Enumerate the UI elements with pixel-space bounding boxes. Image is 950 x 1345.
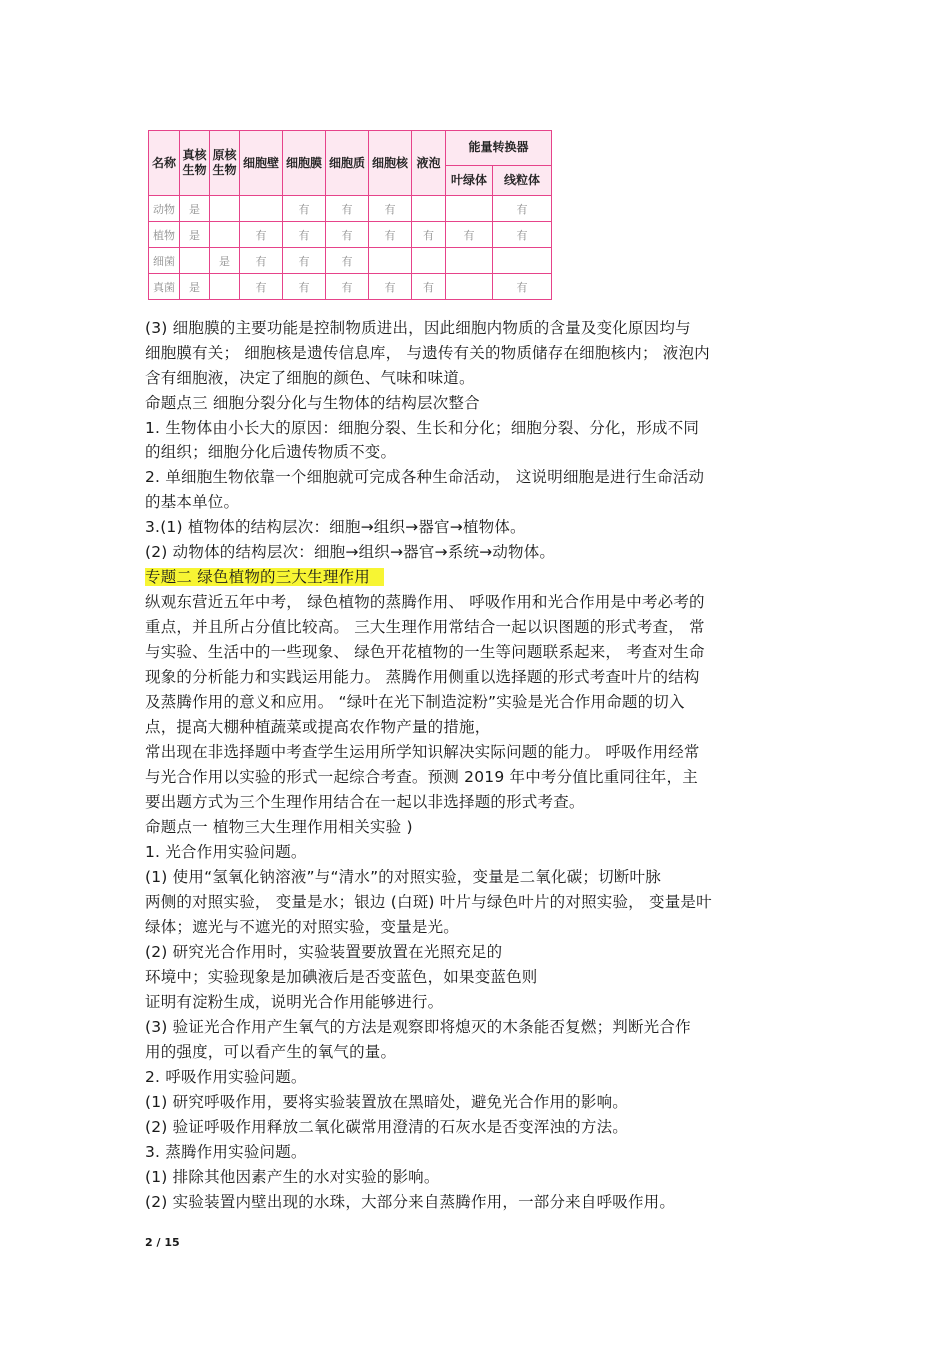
cell-nucleus: 有 — [369, 222, 412, 248]
cell-vacuole — [412, 248, 446, 274]
cell-cell-wall: 有 — [240, 222, 283, 248]
cell-cytoplasm: 有 — [326, 222, 369, 248]
cell-eukaryote: 是 — [180, 196, 210, 222]
text-line: 1. 生物体由小长大的原因：细胞分裂、生长和分化；细胞分裂、分化，形成不同 — [145, 419, 700, 437]
cell-prokaryote — [210, 222, 240, 248]
cell-cytoplasm: 有 — [326, 274, 369, 300]
table-row — [149, 274, 552, 300]
text-line: 2. 呼吸作用实验问题。 — [145, 1068, 307, 1086]
cell-eukaryote — [180, 248, 210, 274]
header-prokaryote: 原核生物 — [210, 131, 240, 196]
cell-cell-wall: 有 — [240, 248, 283, 274]
text-line: 3.(1) 植物体的结构层次：细胞→组织→器官→植物体。 — [145, 518, 526, 536]
header-eukaryote: 真核生物 — [180, 131, 210, 196]
cell-chloroplast — [446, 196, 493, 222]
text-line: 要出题方式为三个生理作用结合在一起以非选择题的形式考查。 — [145, 793, 585, 811]
cell-prokaryote — [210, 274, 240, 300]
cell-structure-table — [148, 130, 552, 300]
page-number: 2 / 15 — [145, 1236, 180, 1249]
cell-cell-wall — [240, 196, 283, 222]
cell-cell-membrane: 有 — [283, 196, 326, 222]
cell-cell-membrane: 有 — [283, 248, 326, 274]
cell-name: 细菌 — [149, 248, 180, 274]
text-line: (2) 动物体的结构层次：细胞→组织→器官→系统→动物体。 — [145, 543, 556, 561]
cell-name: 动物 — [149, 196, 180, 222]
cell-chloroplast: 有 — [446, 222, 493, 248]
cell-prokaryote: 是 — [210, 248, 240, 274]
text-line: (3) 验证光合作用产生氧气的方法是观察即将熄灭的木条能否复燃；判断光合作 — [145, 1018, 691, 1036]
table-row — [149, 196, 552, 222]
cell-name: 真菌 — [149, 274, 180, 300]
cell-cytoplasm: 有 — [326, 196, 369, 222]
text-line: (2) 验证呼吸作用释放二氧化碳常用澄清的石灰水是否变浑浊的方法。 — [145, 1118, 628, 1136]
header-mitochondria: 线粒体 — [493, 165, 552, 195]
text-line: 2. 单细胞生物依靠一个细胞就可完成各种生命活动， 这说明细胞是进行生命活动 — [145, 468, 705, 486]
text-line: 环境中；实验现象是加碘液后是否变蓝色，如果变蓝色则 — [145, 968, 538, 986]
header-cell-wall: 细胞壁 — [240, 131, 283, 196]
text-line: (1) 排除其他因素产生的水对实验的影响。 — [145, 1168, 440, 1186]
header-nucleus: 细胞核 — [369, 131, 412, 196]
cell-nucleus: 有 — [369, 274, 412, 300]
cell-cell-membrane: 有 — [283, 274, 326, 300]
cell-prokaryote — [210, 196, 240, 222]
cell-vacuole — [412, 196, 446, 222]
cell-vacuole: 有 — [412, 274, 446, 300]
cell-mitochondria: 有 — [493, 196, 552, 222]
text-line: 含有细胞液，决定了细胞的颜色、气味和味道。 — [145, 369, 475, 387]
cell-cell-wall: 有 — [240, 274, 283, 300]
topic-heading — [145, 566, 384, 588]
table-row — [149, 222, 552, 248]
cell-eukaryote: 是 — [180, 222, 210, 248]
cell-mitochondria: 有 — [493, 274, 552, 300]
header-name: 名称 — [149, 131, 180, 196]
text-line: 常出现在非选择题中考查学生运用所学知识解决实际问题的能力。 呼吸作用经常 — [145, 743, 700, 761]
topic-heading-highlight: 专题二 绿色植物的三大生理作用 — [145, 568, 384, 586]
cell-nucleus: 有 — [369, 196, 412, 222]
cell-mitochondria: 有 — [493, 222, 552, 248]
text-line: 绿体；遮光与不遮光的对照实验，变量是光。 — [145, 918, 460, 936]
text-line: 用的强度，可以看产生的氧气的量。 — [145, 1043, 397, 1061]
cell-eukaryote: 是 — [180, 274, 210, 300]
header-energy-converter: 能量转换器 — [446, 131, 552, 166]
cell-mitochondria — [493, 248, 552, 274]
header-cytoplasm: 细胞质 — [326, 131, 369, 196]
text-line: 证明有淀粉生成，说明光合作用能够进行。 — [145, 993, 444, 1011]
table-row — [149, 248, 552, 274]
section-heading: 命题点一 植物三大生理作用相关实验 ) — [145, 818, 413, 836]
header-chloroplast: 叶绿体 — [446, 165, 493, 195]
text-line: (2) 研究光合作用时，实验装置要放置在光照充足的 — [145, 943, 503, 961]
cell-chloroplast — [446, 274, 493, 300]
header-cell-membrane: 细胞膜 — [283, 131, 326, 196]
cell-nucleus — [369, 248, 412, 274]
text-line: 点，提高大棚种植蔬菜或提高农作物产量的措施， — [145, 718, 491, 736]
text-line: 的组织；细胞分化后遗传物质不变。 — [145, 443, 397, 461]
text-line: 重点，并且所占分值比较高。 三大生理作用常结合一起以识图题的形式考查， 常 — [145, 618, 705, 636]
section-heading: 命题点三 细胞分裂分化与生物体的结构层次整合 — [145, 394, 480, 412]
text-line: (1) 使用“氢氧化钠溶液”与“清水”的对照实验，变量是二氧化碳；切断叶脉 — [145, 868, 661, 886]
cell-name: 植物 — [149, 222, 180, 248]
text-line: (3) 细胞膜的主要功能是控制物质进出，因此细胞内物质的含量及变化原因均与 — [145, 319, 691, 337]
text-line: (2) 实验装置内壁出现的水珠，大部分来自蒸腾作用，一部分来自呼吸作用。 — [145, 1193, 676, 1211]
text-line: 细胞膜有关； 细胞核是遗传信息库， 与遗传有关的物质储存在细胞核内； 液泡内 — [145, 344, 710, 362]
cell-cell-membrane: 有 — [283, 222, 326, 248]
text-line: 3. 蒸腾作用实验问题。 — [145, 1143, 307, 1161]
header-vacuole: 液泡 — [412, 131, 446, 196]
cell-chloroplast — [446, 248, 493, 274]
text-line: 1. 光合作用实验问题。 — [145, 843, 307, 861]
text-line: 与光合作用以实验的形式一起综合考查。预测 2019 年中考分值比重同往年，主 — [145, 768, 698, 786]
text-line: 的基本单位。 — [145, 493, 240, 511]
text-line: 两侧的对照实验， 变量是水；银边 (白斑) 叶片与绿色叶片的对照实验， 变量是叶 — [145, 893, 712, 911]
cell-vacuole: 有 — [412, 222, 446, 248]
text-line: 与实验、生活中的一些现象、 绿色开花植物的一生等问题联系起来， 考查对生命 — [145, 643, 705, 661]
text-line: 纵观东营近五年中考， 绿色植物的蒸腾作用、 呼吸作用和光合作用是中考必考的 — [145, 593, 705, 611]
text-line: 现象的分析能力和实践运用能力。 蒸腾作用侧重以选择题的形式考查叶片的结构 — [145, 668, 700, 686]
cell-cytoplasm: 有 — [326, 248, 369, 274]
text-line: (1) 研究呼吸作用，要将实验装置放在黑暗处，避免光合作用的影响。 — [145, 1093, 628, 1111]
text-line: 及蒸腾作用的意义和应用。 “绿叶在光下制造淀粉”实验是光合作用命题的切入 — [145, 693, 685, 711]
